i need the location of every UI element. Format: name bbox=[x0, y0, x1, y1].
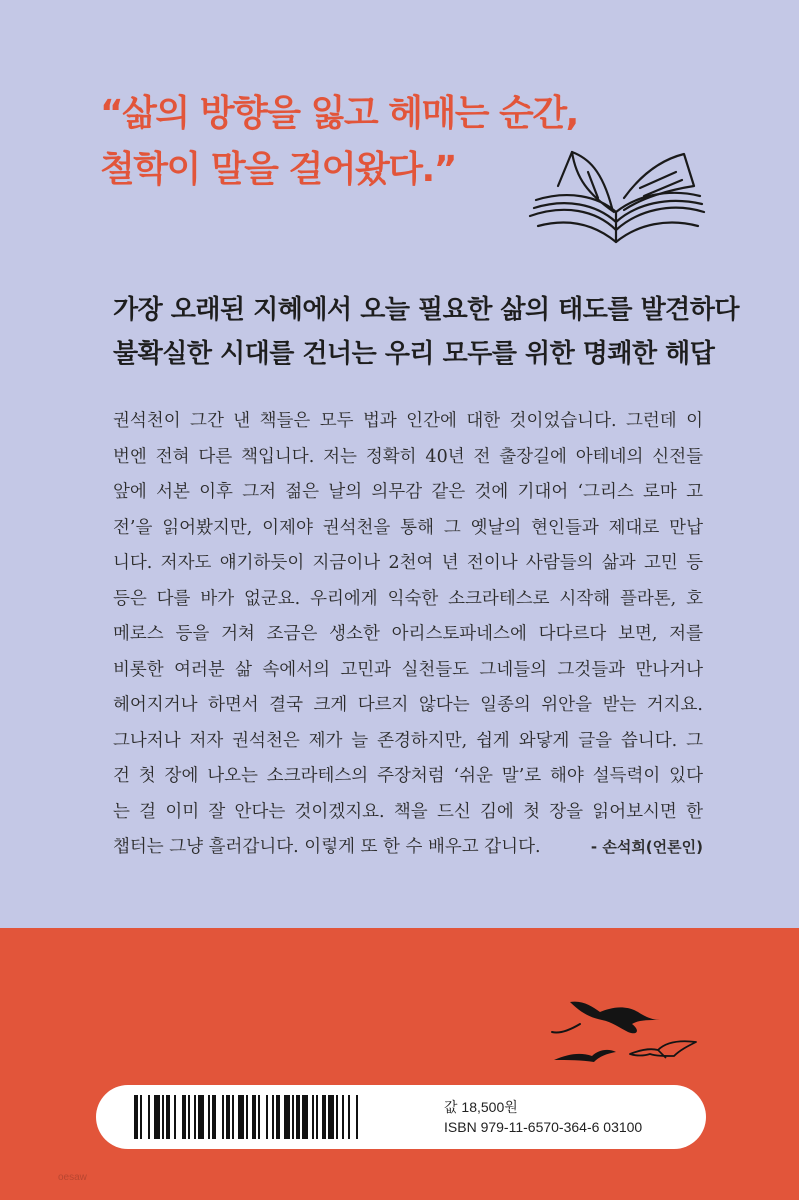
barcode-bar bbox=[232, 1095, 234, 1139]
barcode-bar bbox=[312, 1095, 314, 1139]
body-line: 번엔 전혀 다른 책입니다. 저는 정확히 40년 전 출장길에 아테네의 신전들 bbox=[113, 446, 703, 467]
corner-mark: oesaw bbox=[58, 1172, 87, 1183]
barcode-bar bbox=[342, 1095, 344, 1139]
body-line: 메로스 등을 거쳐 조금은 생소한 아리스토파네스에 다다르다 보면, 저를 bbox=[113, 624, 703, 644]
open-book-icon bbox=[528, 138, 706, 250]
body-line: 앞에 서본 이후 그저 젊은 날의 의무감 같은 것에 기대어 ‘그리스 로마 고 bbox=[113, 482, 703, 502]
barcode-bar bbox=[316, 1095, 318, 1139]
isbn: ISBN 979-11-6570-364-6 03100 bbox=[444, 1119, 643, 1135]
price: 값 18,500원 bbox=[444, 1099, 518, 1115]
barcode-bar bbox=[148, 1095, 150, 1139]
barcode-bar bbox=[258, 1095, 260, 1139]
barcode-label bbox=[96, 1085, 706, 1149]
barcode-bar bbox=[208, 1095, 210, 1139]
body-line: 권석천이 그간 낸 책들은 모두 법과 인간에 대한 것이었습니다. 그런데 이 bbox=[113, 411, 703, 431]
headline bbox=[113, 288, 739, 376]
barcode-bar bbox=[302, 1095, 308, 1139]
barcode-bar bbox=[166, 1095, 170, 1139]
body-line: 전’을 읽어봤지만, 이제야 권석천을 통해 그 옛날의 현인들과 제대로 만납 bbox=[113, 517, 703, 538]
barcode-bar bbox=[194, 1095, 196, 1139]
barcode-bar bbox=[252, 1095, 256, 1139]
body-line: 는 걸 이미 잘 안다는 것이겠지요. 책을 드신 김에 첫 장을 읽어보시면 한 bbox=[113, 801, 703, 822]
barcode-bar bbox=[238, 1095, 244, 1139]
body-line: 그나저나 저자 권석천은 제가 늘 존경하지만, 쉽게 와닿게 글을 씁니다. 그 bbox=[113, 730, 703, 751]
body-last-line bbox=[113, 830, 703, 866]
barcode-bar bbox=[272, 1095, 274, 1139]
headline-line-2: 불확실한 시대를 건너는 우리 모두를 위한 명쾌한 해답 bbox=[113, 339, 715, 369]
barcode-bar bbox=[174, 1095, 176, 1139]
body-line: 챕터는 그냥 흘러갑니다. 이렇게 또 한 수 배우고 갑니다. bbox=[113, 837, 541, 857]
barcode-bar bbox=[296, 1095, 300, 1139]
body-line: 비롯한 여러분 삶 속에서의 고민과 실천들도 그네들의 그것들과 만나거나 bbox=[113, 659, 703, 680]
headline-line-1: 가장 오래된 지혜에서 오늘 필요한 삶의 태도를 발견하다 bbox=[113, 295, 740, 325]
birds-icon bbox=[540, 990, 720, 1070]
barcode-bar bbox=[188, 1095, 190, 1139]
barcode-bar bbox=[292, 1095, 294, 1139]
barcode-bar bbox=[266, 1095, 268, 1139]
endorser-signature: - 손석희(언론인) bbox=[590, 838, 703, 856]
barcode-bar bbox=[356, 1095, 358, 1139]
barcode-bar bbox=[222, 1095, 224, 1139]
barcode-bar bbox=[198, 1095, 204, 1139]
barcode-bar bbox=[226, 1095, 230, 1139]
pull-quote-line-2: 철학이 말을 걸어왔다.” bbox=[100, 149, 456, 190]
barcode-bar bbox=[284, 1095, 290, 1139]
endorsement-text bbox=[113, 404, 703, 866]
pull-quote-line-1: “삶의 방향을 잃고 헤매는 순간, bbox=[100, 93, 578, 134]
barcode-bar bbox=[246, 1095, 248, 1139]
barcode-bar bbox=[154, 1095, 160, 1139]
barcode-bar bbox=[212, 1095, 216, 1139]
body-line: 등은 다를 바가 없군요. 우리에게 익숙한 소크라테스로 시작해 플라톤, 호 bbox=[113, 588, 703, 609]
barcode-bar bbox=[322, 1095, 326, 1139]
barcode-bar bbox=[162, 1095, 164, 1139]
barcode-bar bbox=[348, 1095, 350, 1139]
body-line: 건 첫 장에 나오는 소크라테스의 주장처럼 ‘쉬운 말’로 해야 설득력이 있다 bbox=[113, 766, 703, 786]
body-line: 니다. 저자도 얘기하듯이 지금이나 2천여 년 전이나 사람들의 삶과 고민 등 bbox=[113, 553, 703, 573]
barcode-bar bbox=[276, 1095, 280, 1139]
barcode-bar bbox=[140, 1095, 142, 1139]
barcode-bar bbox=[134, 1095, 138, 1139]
barcode bbox=[134, 1095, 426, 1139]
barcode-bar bbox=[336, 1095, 338, 1139]
barcode-bar bbox=[182, 1095, 186, 1139]
barcode-bar bbox=[328, 1095, 334, 1139]
pull-quote bbox=[100, 86, 578, 198]
price-and-isbn bbox=[444, 1097, 642, 1137]
body-line: 헤어지거나 하면서 결국 크게 다르지 않다는 일종의 위안을 받는 거지요. bbox=[113, 695, 703, 715]
